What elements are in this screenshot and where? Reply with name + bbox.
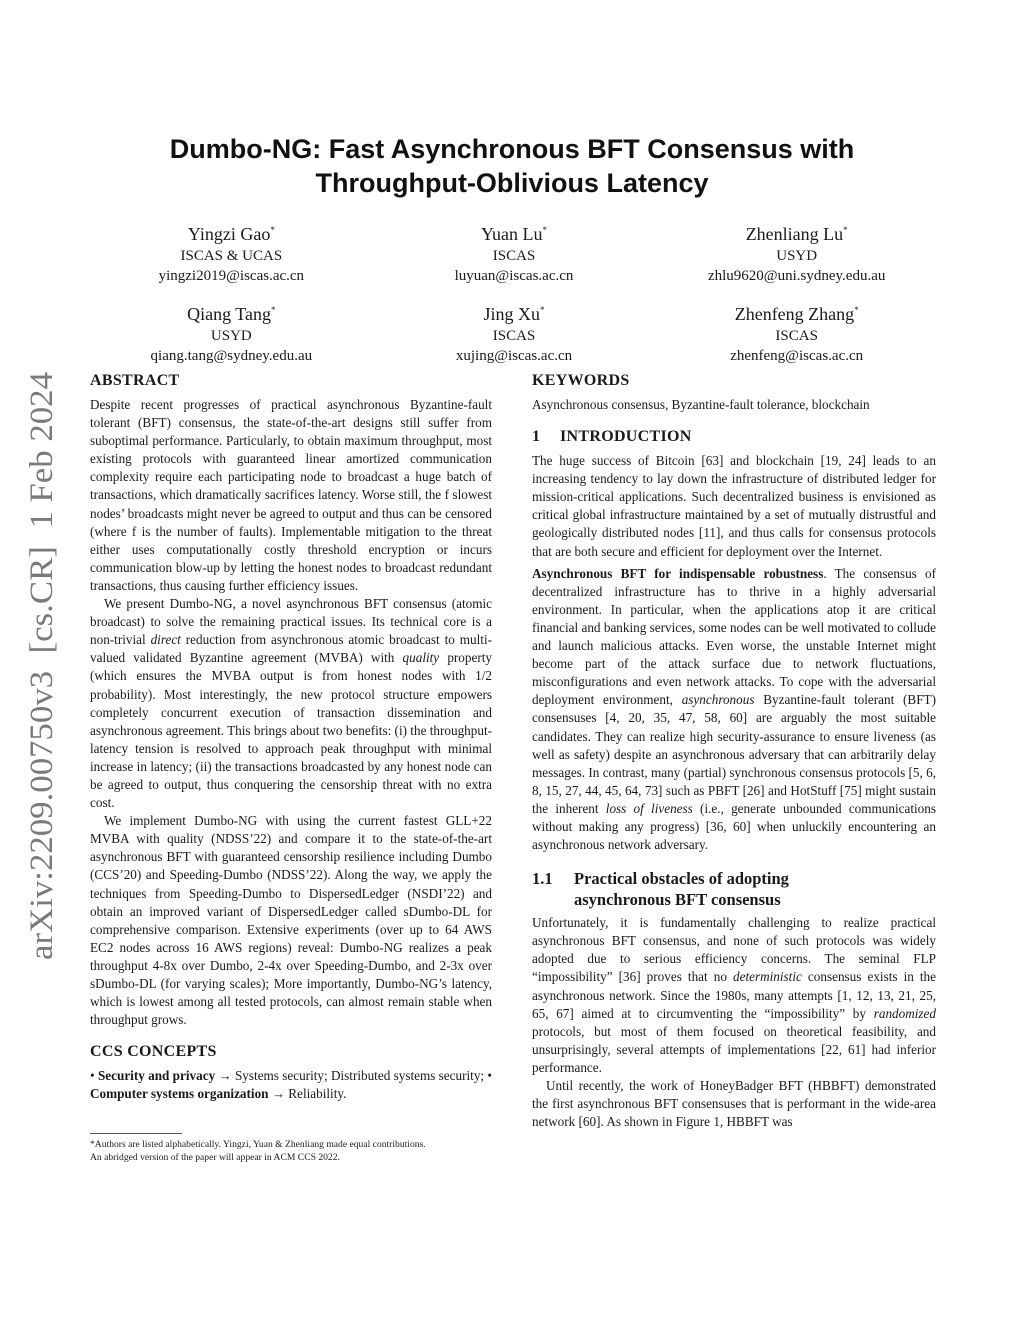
author bbox=[90, 298, 373, 366]
author-affiliation: USYD bbox=[776, 248, 818, 264]
intro-paragraph-1: The huge success of Bitcoin [63] and blockchain [19, 24] leads to an increasing tendency to lay down the infrastructure of distributed ledger for mission-critical applications. Such decentralized business is envisioned as critical global infrastructure maintained by a set of mutually distrustful and geologically distributed nodes [11], and thus calls for consensus protocols that are both secure and efficient for deployment over the Internet. bbox=[532, 453, 936, 559]
abstract-paragraph-2: We present Dumbo-NG, a novel asynchronous BFT consensus (atomic broadcast) to solve the remaining practical issues. Its technical core is a non-trivial direct reduction from asynchronous atomic broadcast to multi-valued validated Byzantine agreement (MVBA) with quality property (which ensures the MVBA output is from honest nodes with 1/2 probability). Most interestingly, the new protocol structure empowers completely concurrent execution of transaction dissemination and asynchronous agreement. This brings about two benefits: (i) the throughput-latency tension is resolved to approach peak throughput with minimal increase in latency; (ii) the transactions broadcasted by any honest node can be agreed to output, thus conquering the censorship threat with no extra cost. bbox=[90, 596, 492, 811]
keywords-text: Asynchronous consensus, Byzantine-fault tolerance, blockchain bbox=[532, 397, 870, 412]
author-mark: * bbox=[843, 225, 848, 235]
author-mark: * bbox=[540, 305, 545, 315]
author-row-1 bbox=[90, 218, 938, 286]
paper-title bbox=[120, 132, 904, 200]
intro-paragraph-2: Asynchronous BFT for indispensable robustness. The consensus of decentralized infrastructure has to thrive in a highly adversarial environment. In particular, when the applications atop it are critical financial and banking services, some nodes can be well motivated to collude and launch malicious attacks. Even worse, the unstable Internet might become part of the attack surface due to network fluctuations, misconfigurations and even network attacks. To cope with the adversarial deployment environment, asynchronous Byzantine-fault tolerant (BFT) consensuses [4, 20, 35, 47, 58, 60] are arguably the most suitable candidates. They can realize high security-assurance to ensure liveness (as well as safety) despite an asynchronous adversary that can arbitrarily delay messages. In contrast, many (partial) synchronous consensus protocols [5, 6, 8, 15, 27, 44, 45, 64, 73] such as PBFT [26] and HotStuff [75] might sustain the inherent loss of liveness (i.e., generate unbounded communications without making any progress) [36, 60] when unluckily encountering an asynchronous network adversary. bbox=[532, 565, 936, 853]
author-mark: * bbox=[854, 305, 859, 315]
author bbox=[373, 218, 656, 286]
subsection-paragraph-2: Until recently, the work of HoneyBadger BFT (HBBFT) demonstrated the first asynchronous BFT consensuses that is performant in the wide-area network [60]. As shown in Figure 1, HBBFT was bbox=[532, 1078, 936, 1130]
author-name: Zhenfeng Zhang bbox=[734, 304, 855, 324]
ccs-concepts-heading: CCS CONCEPTS bbox=[90, 1043, 217, 1061]
author-email[interactable]: xujing@iscas.ac.cn bbox=[455, 348, 573, 364]
author-mark: * bbox=[270, 225, 275, 235]
ccs-concepts-text: • Security and privacy → Systems security; Distributed systems security; • Computer systems organization → Reliability. bbox=[90, 1068, 493, 1102]
author bbox=[373, 298, 656, 366]
arxiv-identifier-text: arXiv:2209.00750v3 [cs.CR] 1 Feb 2024 bbox=[24, 402, 60, 960]
footnote-line-1: *Authors are listed alphabetically. Yingzi, Yuan & Zhenliang made equal contributions. bbox=[90, 1139, 426, 1151]
footnote-line-2: An abridged version of the paper will appear in ACM CCS 2022. bbox=[90, 1152, 340, 1164]
subsection-1-1-heading: 1.1 Practical obstacles of adopting asynchronous BFT consensus bbox=[532, 869, 789, 910]
right-column bbox=[532, 372, 936, 1131]
author-affiliation: USYD bbox=[210, 328, 252, 344]
author bbox=[655, 298, 938, 366]
author-email[interactable]: zhlu9620@uni.sydney.edu.au bbox=[707, 268, 886, 284]
author-block bbox=[90, 218, 938, 378]
author-affiliation: ISCAS & UCAS bbox=[180, 248, 283, 264]
author-row-2 bbox=[90, 298, 938, 366]
author-mark: * bbox=[271, 305, 276, 315]
paper-title-line-1: Dumbo-NG: Fast Asynchronous BFT Consensus with bbox=[169, 134, 855, 164]
author-name: Yuan Lu bbox=[481, 224, 543, 244]
author-affiliation: ISCAS bbox=[492, 328, 536, 344]
author bbox=[655, 218, 938, 286]
author-affiliation: ISCAS bbox=[775, 328, 818, 344]
subsection-paragraph-1: Unfortunately, it is fundamentally challenging to realize practical asynchronous BFT consensus, and none of such protocols was widely adopted due to serious efficiency concerns. The seminal FLP “impossibility” [36] proves that no deterministic consensus exists in the asynchronous network. Since the 1980s, many attempts [1, 12, 13, 21, 25, 65, 67] aimed at to circumventing the “impossibility” by randomized protocols, but most of them focused on theoretical feasibility, and unsurprisingly, several attempts of implementations [22, 61] had inferior performance. bbox=[532, 915, 936, 1075]
footnote bbox=[90, 1133, 492, 1164]
arxiv-identifier bbox=[14, 370, 66, 960]
paper-title-line-2: Throughput-Oblivious Latency bbox=[315, 168, 709, 198]
abstract-paragraph-3: We implement Dumbo-NG with using the current fastest GLL+22 MVBA with quality (NDSS’22) and compare it to the state-of-the-art asynchronous BFT with guaranteed censorship resilience including Dumbo (CCS’20) and Speeding-Dumbo (NDSS’22). Along the way, we apply the techniques from Speeding-Dumbo to DispersedLedger (NSDI’22) and obtain an improved variant of DispersedLedger called sDumbo-DL for comprehensive comparison. Extensive experiments (over up to 64 AWS EC2 nodes across 16 AWS regions) reveal: Dumbo-NG realizes a peak throughput 4-8x over Dumbo, 2-4x over Speeding-Dumbo, and 2-3x over sDumbo-DL (for varying scales); More importantly, Dumbo-NG’s latency, which is lowest among all tested protocols, can almost remain stable when throughput grows. bbox=[90, 813, 492, 1028]
author-name: Jing Xu bbox=[483, 304, 541, 324]
abstract-paragraph-1: Despite recent progresses of practical asynchronous Byzantine-fault tolerant (BFT) consensus, the state-of-the-art designs still suffer from suboptimal performance. Particularly, to obtain maximum throughput, most existing protocols with guaranteed linear amortized communication complexity require each participating node to broadcast a huge batch of transactions, which dramatically sacrifices latency. Worse still, the f slowest nodes’ broadcasts might never be agreed to output and thus can be censored (where f is the number of faults). Implementable mitigation to the threat either uses computationally costly threshold encryption or incurs communication blow-up by letting the honest nodes to broadcast redundant transactions, thus causing further efficiency issues. bbox=[90, 397, 492, 593]
author-affiliation: ISCAS bbox=[492, 248, 536, 264]
author-name: Zhenliang Lu bbox=[745, 224, 844, 244]
author-name: Qiang Tang bbox=[187, 304, 272, 324]
author-mark: * bbox=[542, 225, 547, 235]
author bbox=[90, 218, 373, 286]
abstract-heading: ABSTRACT bbox=[90, 372, 180, 389]
author-name: Yingzi Gao bbox=[187, 224, 271, 244]
author-email[interactable]: yingzi2019@iscas.ac.cn bbox=[158, 268, 305, 284]
footnote-rule bbox=[90, 1133, 182, 1134]
introduction-heading: 1 INTRODUCTION bbox=[532, 428, 692, 446]
keywords-heading: KEYWORDS bbox=[532, 372, 630, 389]
author-email[interactable]: qiang.tang@sydney.edu.au bbox=[150, 348, 313, 364]
author-email[interactable]: luyuan@iscas.ac.cn bbox=[454, 268, 574, 284]
left-column bbox=[90, 372, 492, 1164]
author-email[interactable]: zhenfeng@iscas.ac.cn bbox=[730, 348, 864, 364]
